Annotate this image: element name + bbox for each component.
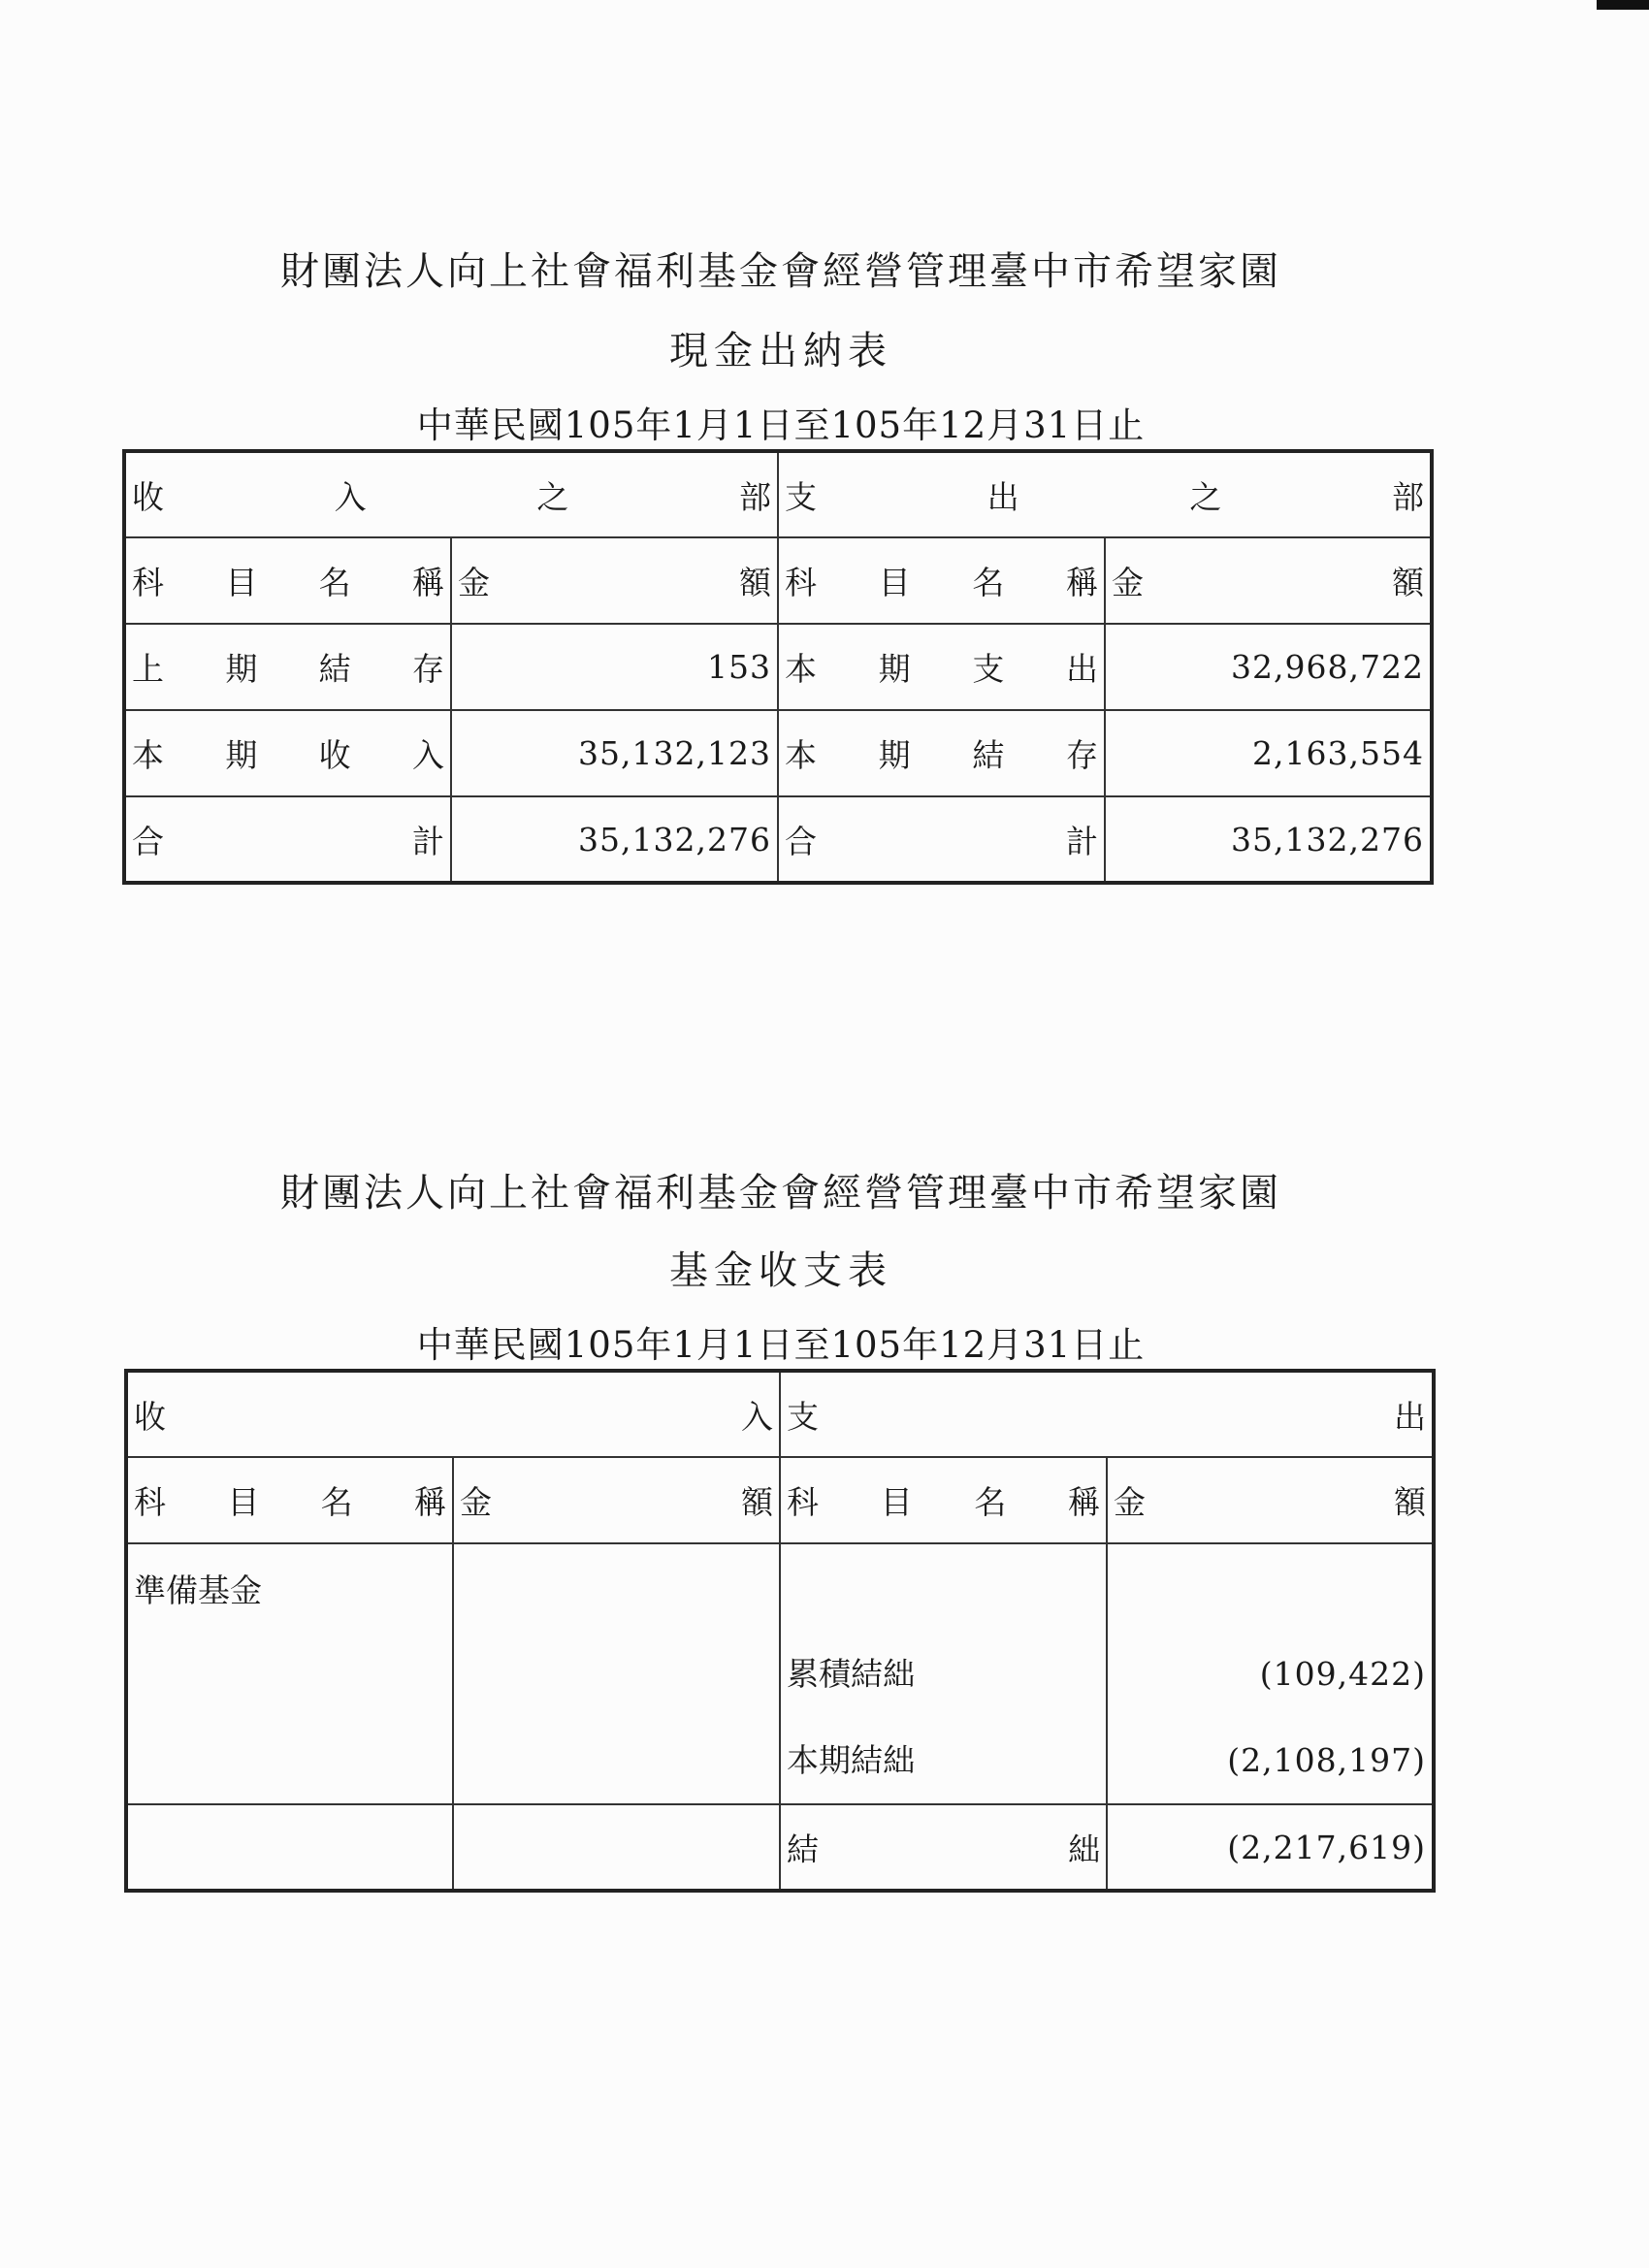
income-total-amount-empty (453, 1804, 780, 1891)
expense-item: 本期支出 (778, 624, 1105, 710)
expense-amount-list (1107, 1543, 1434, 1804)
cash-table-title: 現金出納表 (669, 329, 892, 373)
cash-income-section: 收入之部 (124, 451, 778, 537)
cash-col-item: 科目名稱 (124, 537, 451, 624)
cash-period: 中華民國105年1月1日至105年12月31日止 (416, 405, 1146, 446)
expense-item: 本期結絀 (787, 1741, 915, 1779)
expense-total-label: 結絀 (780, 1804, 1107, 1891)
fund-period: 中華民國105年1月1日至105年12月31日止 (416, 1324, 1146, 1366)
fund-table (124, 1369, 1436, 1893)
fund-table-title: 基金收支表 (669, 1248, 892, 1293)
fund-total-row (126, 1804, 1434, 1891)
income-amount: 35,132,123 (451, 710, 778, 796)
cash-header-row (124, 537, 1432, 624)
cash-table (122, 449, 1434, 885)
cash-col-amount: 金額 (451, 537, 778, 624)
cash-col-item: 科目名稱 (778, 537, 1105, 624)
expense-item: 本期結存 (778, 710, 1105, 796)
fund-income-section: 收入 (126, 1371, 780, 1457)
cash-section-row (124, 451, 1432, 537)
fund-col-item: 科目名稱 (780, 1457, 1107, 1543)
income-amount-empty (453, 1543, 780, 1804)
cash-expense-section: 支出之部 (778, 451, 1432, 537)
fund-col-amount: 金額 (1107, 1457, 1434, 1543)
income-total-amount: 35,132,276 (451, 796, 778, 883)
expense-total-label: 合計 (778, 796, 1105, 883)
organization-title: 財團法人向上社會福利基金會經營管理臺中市希望家園 (280, 249, 1281, 294)
expense-amount: (109,422) (1259, 1655, 1426, 1693)
income-amount: 153 (451, 624, 778, 710)
fund-body-row (126, 1543, 1434, 1804)
income-item: 上期結存 (124, 624, 451, 710)
expense-amount: 32,968,722 (1105, 624, 1432, 710)
expense-total-amount: 35,132,276 (1105, 796, 1432, 883)
fund-col-amount: 金額 (453, 1457, 780, 1543)
expense-amount: (2,108,197) (1227, 1741, 1426, 1779)
table-row (124, 710, 1432, 796)
cash-col-amount: 金額 (1105, 537, 1432, 624)
expense-total-amount: (2,217,619) (1107, 1804, 1434, 1891)
organization-title: 財團法人向上社會福利基金會經營管理臺中市希望家園 (280, 1171, 1281, 1215)
income-item: 本期收入 (124, 710, 451, 796)
scan-edge-mark (1597, 0, 1649, 10)
fund-col-item: 科目名稱 (126, 1457, 453, 1543)
fund-section-row (126, 1371, 1434, 1457)
income-item: 準備基金 (126, 1543, 453, 1804)
expense-item: 累積結絀 (787, 1655, 915, 1693)
table-row (124, 624, 1432, 710)
fund-expense-section: 支出 (780, 1371, 1434, 1457)
table-row (124, 796, 1432, 883)
expense-amount: 2,163,554 (1105, 710, 1432, 796)
income-total-label: 合計 (124, 796, 451, 883)
expense-item-list (780, 1543, 1107, 1804)
income-total-empty (126, 1804, 453, 1891)
fund-header-row (126, 1457, 1434, 1543)
